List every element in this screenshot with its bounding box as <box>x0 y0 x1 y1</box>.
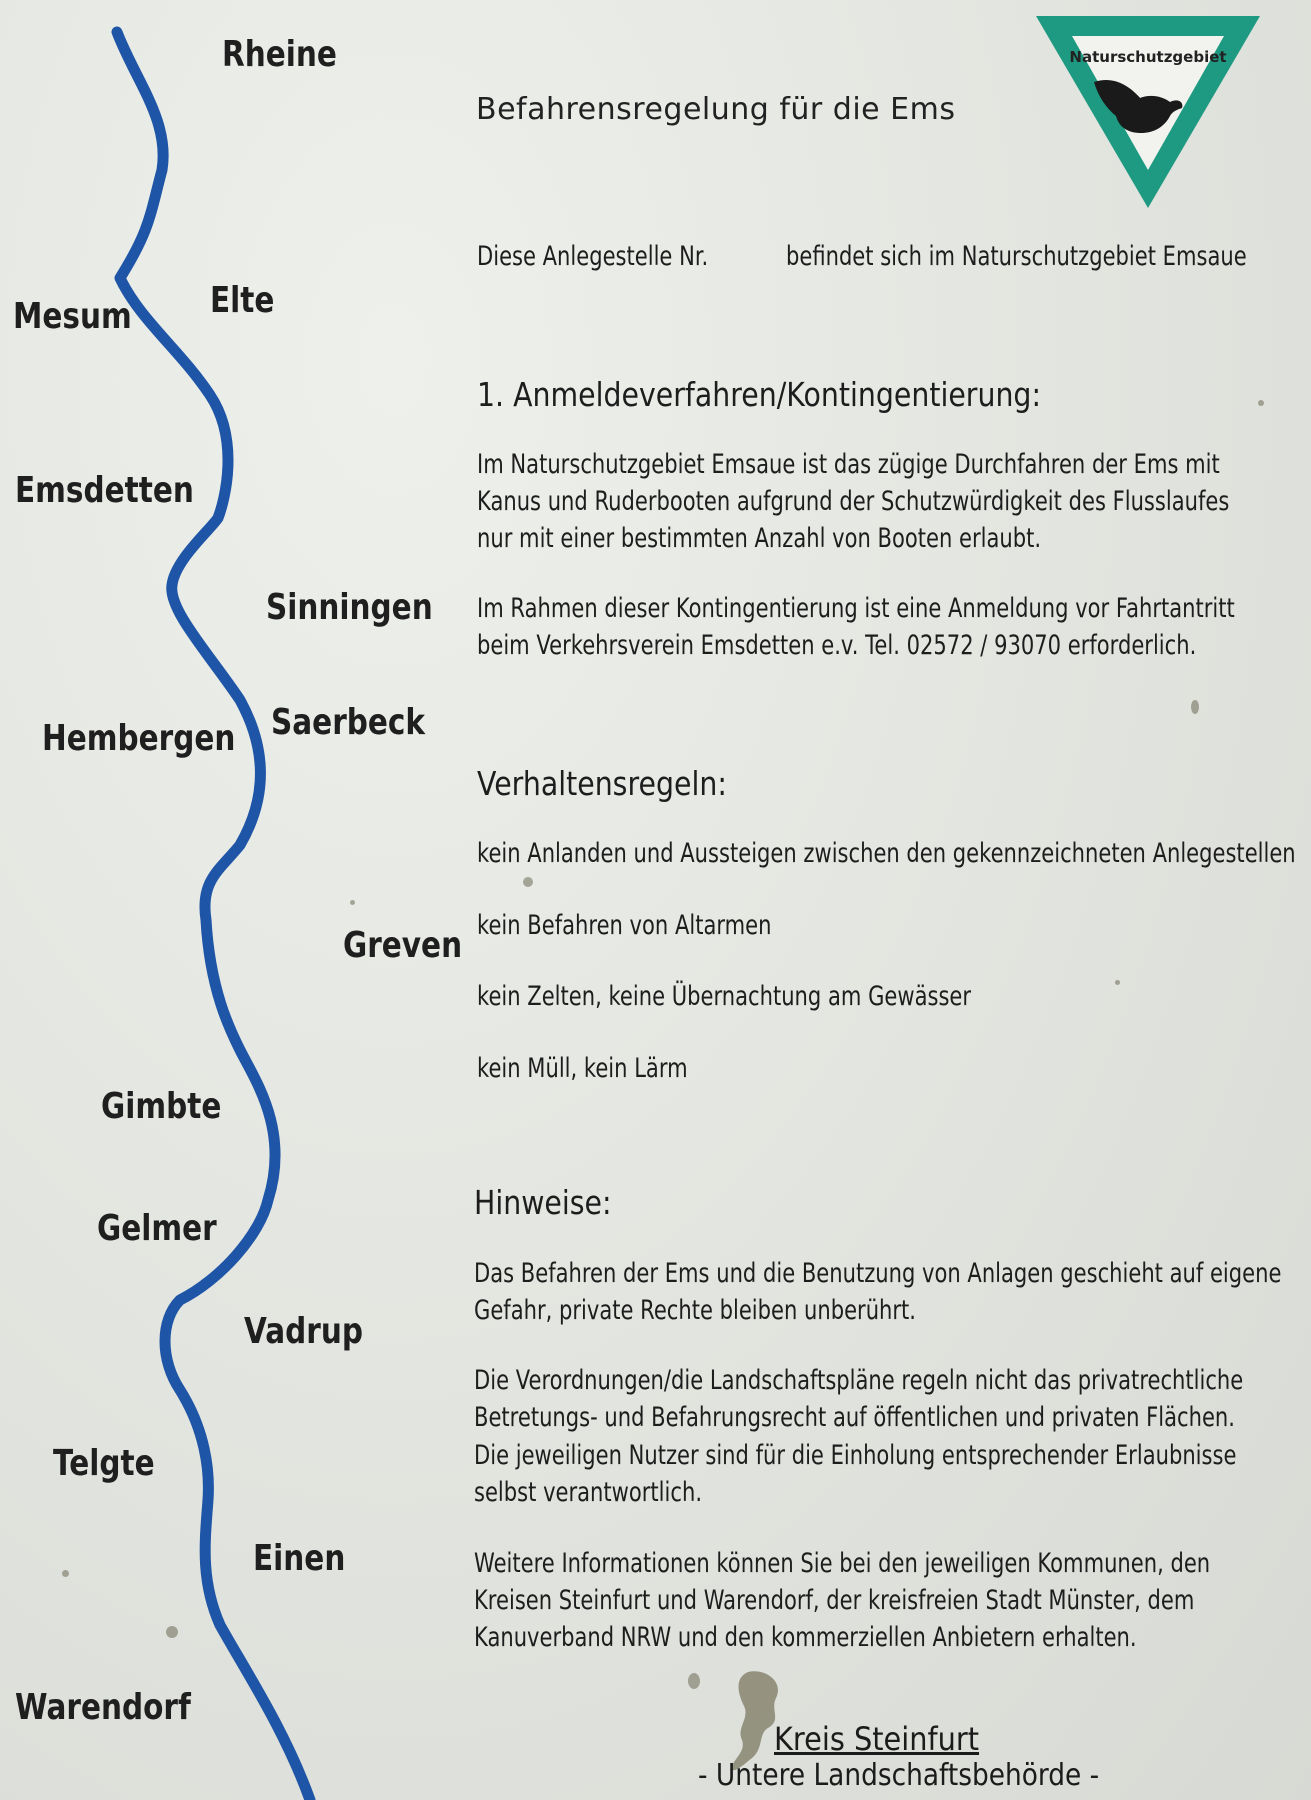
place-greven: Greven <box>343 925 463 966</box>
registration-text-line: Kanus und Ruderbooten aufgrund der Schutzwürdigkeit des Flusslaufes <box>477 486 1230 517</box>
sign-title: Befahrensregelung für die Ems <box>476 92 956 127</box>
note-text-line: Das Befahren der Ems und die Benutzung von Anlagen geschieht auf eigene <box>474 1258 1282 1289</box>
place-saerbeck: Saerbeck <box>271 702 426 743</box>
intro-naturschutzgebiet: befindet sich im Naturschutzgebiet Emsaue <box>786 241 1247 272</box>
place-gelmer: Gelmer <box>97 1208 217 1249</box>
dirt-speck <box>523 877 533 887</box>
rule-item: kein Müll, kein Lärm <box>477 1053 688 1084</box>
place-hembergen: Hembergen <box>42 718 236 759</box>
rule-item: kein Zelten, keine Übernachtung am Gewässer <box>477 981 972 1012</box>
note-text-line: Gefahr, private Rechte bleiben unberührt. <box>474 1295 917 1326</box>
dirt-speck <box>62 1570 69 1577</box>
section-registration-heading: 1. Anmeldeverfahren/Kontingentierung: <box>477 375 1042 414</box>
place-gimbte: Gimbte <box>101 1086 222 1127</box>
note-text-line: Kreisen Steinfurt und Warendorf, der kreisfreien Stadt Münster, dem <box>474 1585 1195 1616</box>
logo-text: Naturschutzgebiet <box>1069 48 1227 66</box>
dirt-speck <box>1258 400 1264 406</box>
dirt-speck <box>1115 980 1120 985</box>
note-text-line: selbst verantwortlich. <box>474 1477 703 1508</box>
place-warendorf: Warendorf <box>15 1687 191 1728</box>
rule-item: kein Anlanden und Aussteigen zwischen den gekennzeichneten Anlegestellen <box>477 838 1296 869</box>
contingent-text-line: Im Rahmen dieser Kontingentierung ist eine Anmeldung vor Fahrtantritt <box>477 593 1235 624</box>
place-vadrup: Vadrup <box>244 1311 363 1352</box>
contingent-text-line: beim Verkehrsverein Emsdetten e.v. Tel. 02572 / 93070 erforderlich. <box>477 630 1197 661</box>
note-text-line: Die Verordnungen/die Landschaftspläne regeln nicht das privatrechtliche <box>474 1365 1244 1396</box>
dirt-speck <box>166 1626 178 1638</box>
note-text-line: Betretungs- und Befahrungsrecht auf öffentlichen und privaten Flächen. <box>474 1402 1235 1433</box>
intro-anlegestelle: Diese Anlegestelle Nr. <box>477 241 709 272</box>
place-elte: Elte <box>210 280 275 321</box>
nature-reserve-logo <box>1032 12 1264 212</box>
rules-heading: Verhaltensregeln: <box>477 764 727 803</box>
place-mesum: Mesum <box>13 296 132 337</box>
dirt-speck <box>1191 700 1199 714</box>
note-text-line: Kanuverband NRW und den kommerziellen Anbietern erhalten. <box>474 1622 1137 1653</box>
authority-name: Kreis Steinfurt <box>774 1720 980 1758</box>
place-emsdetten: Emsdetten <box>15 470 194 511</box>
place-einen: Einen <box>253 1538 346 1579</box>
dirt-speck <box>350 900 355 905</box>
place-sinningen: Sinningen <box>266 587 433 628</box>
place-telgte: Telgte <box>53 1443 155 1484</box>
registration-text-line: Im Naturschutzgebiet Emsaue ist das zügige Durchfahren der Ems mit <box>477 449 1220 480</box>
rule-item: kein Befahren von Altarmen <box>477 910 772 941</box>
authority-department: - Untere Landschaftsbehörde - <box>698 1758 1100 1793</box>
note-text-line: Die jeweiligen Nutzer sind für die Einholung entsprechender Erlaubnisse <box>474 1440 1237 1471</box>
registration-text-line: nur mit einer bestimmten Anzahl von Booten erlaubt. <box>477 523 1042 554</box>
notes-heading: Hinweise: <box>474 1183 612 1222</box>
place-rheine: Rheine <box>222 34 337 75</box>
note-text-line: Weitere Informationen können Sie bei den jeweiligen Kommunen, den <box>474 1548 1211 1579</box>
dirt-speck <box>688 1673 700 1689</box>
